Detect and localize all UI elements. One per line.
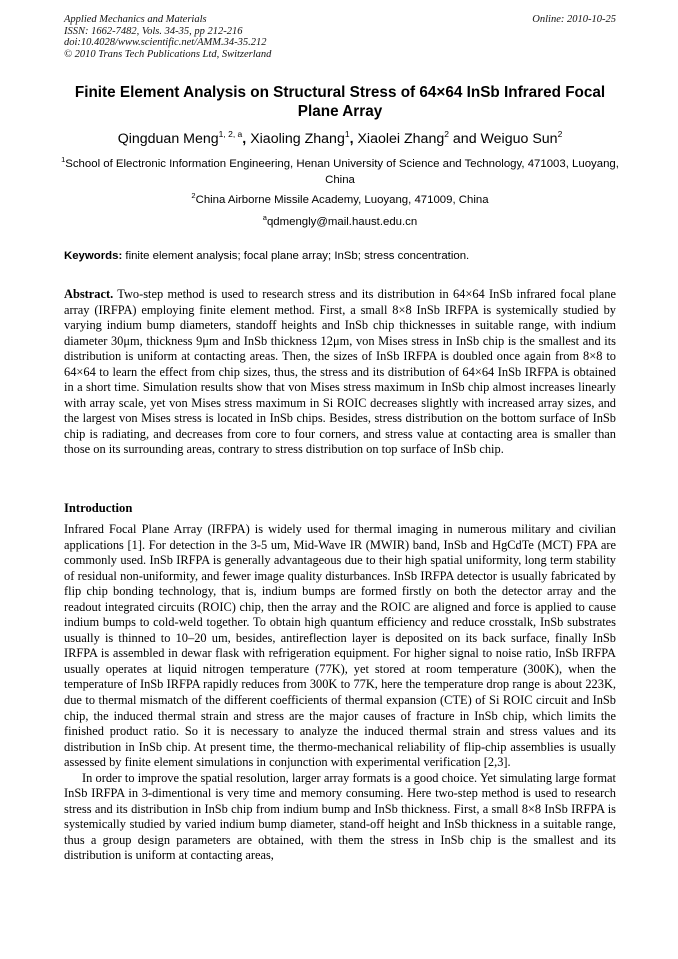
author-separator: and <box>448 131 481 147</box>
affiliation-superscript: 2 <box>191 191 196 200</box>
affiliation-text: China Airborne Missile Academy, Luoyang, 471009, China <box>195 194 489 206</box>
paper-title: Finite Element Analysis on Structural Stress of 64×64 InSb Infrared Focal Plane Array <box>74 84 606 120</box>
author-list <box>60 130 620 148</box>
paragraph: Infrared Focal Plane Array (IRFPA) is widely used for thermal imaging in numerous military and civilian applications [1]. For detection in the 3-5 um, Mid-Wave IR (MWIR) band, InSb and HgCdTe (MCT) FPA are commonly used. InSb IRFPA is generally advantageous due to their high spatial uniformity, long term stability of residual non-uniformity, and fewer image quality disturbances. InSb IRFPA detector is usually fabricated by flip chip bonding technology, that is, indium bumps are formed firstly on both the detector array and the readout integrated circuits (ROIC) chip, then the array and the ROIC are aligned and force is applied to cause indium bumps to cold-weld together. To obtain high quantum efficiency and reduce crosstalk, InSb substrates usually is thinned to 10–20 um, besides, antireflection layer is deposited on its back surface, finally InSb IRFPA is assembled in dewar flask with refrigeration equipment. For higher signal to noise ratio, InSb IRFPA usually operates at liquid nitrogen temperature (77K), yet stored at room temperature (300K), when the temperature of InSb IRFPA rapidly reduces from 300K to 77K, here the temperature drop range is about 223K, due to thermal mismatch of the different coefficients of thermal expansion (CTE) of Si ROIC circuit and InSb chip, the induced thermal strain and stress are the major causes of fracture in InSb chip, which limits the finished product ratio. So it is necessary to analyze the induced thermal strain and stress values and its distribution in InSb chip. At present time, the thermo-mechanical reliability of flip-chip assemblies is usually assessed by finite element simulations in conjunction with experimental verification [2,3]. <box>64 522 616 770</box>
issn-line: ISSN: 1662-7482, Vols. 34-35, pp 212-216 <box>64 25 243 37</box>
keywords <box>64 248 616 264</box>
author-superscript: 1 <box>344 129 350 139</box>
section-heading: Introduction <box>64 501 133 515</box>
email-superscript: a <box>262 213 267 222</box>
copyright-line: © 2010 Trans Tech Publications Ltd, Switzerland <box>64 48 272 60</box>
corresponding-email <box>60 214 620 230</box>
affiliation-superscript: 1 <box>61 155 66 164</box>
author-separator: , <box>242 131 251 147</box>
author-name: Weiguo Sun <box>480 131 558 147</box>
author-separator: , <box>349 131 358 147</box>
affiliation-text: School of Electronic Information Engineering, Henan University of Science and Technology, 471003, Luoyang, China <box>65 158 619 186</box>
affiliation-2 <box>60 192 620 208</box>
author-superscript: 1, 2, a <box>218 129 243 139</box>
abstract-label: Abstract. <box>64 287 114 301</box>
keywords-label: Keywords: <box>64 250 123 262</box>
paragraph: In order to improve the spatial resolution, larger array formats is a good choice. Yet simulating large format InSb IRFPA in 3-dimentional is very time and memory consuming. Here two-step method is used to research stress and its distribution in InSb chip from indium bump and InSb thickness. First, a small 8×8 InSb IRFPA is systemically studied by varied indium bump diameter, stand-off height and InSb thickness in a suitable range, thus a group design parameters are obtained, with them the stress in InSb chip is the smallest and its distribution is uniform at contacting areas, <box>64 770 616 863</box>
doi-line: doi:10.4028/www.scientific.net/AMM.34-35.212 <box>64 37 267 49</box>
abstract <box>64 287 616 458</box>
author-name: Qingduan Meng <box>117 131 219 147</box>
introduction-body <box>64 522 616 864</box>
email-text: qdmengly@mail.haust.edu.cn <box>266 216 418 228</box>
author-superscript: 2 <box>444 129 449 139</box>
affiliation-1 <box>60 156 620 188</box>
journal-name: Applied Mechanics and Materials <box>64 14 207 25</box>
author-superscript: 2 <box>557 129 563 139</box>
online-date: Online: 2010-10-25 <box>532 14 616 25</box>
keywords-text: finite element analysis; focal plane array; InSb; stress concentration. <box>122 250 470 262</box>
author-name: Xiaolei Zhang <box>357 131 445 147</box>
journal-header <box>64 14 616 60</box>
author-name: Xiaoling Zhang <box>250 131 345 147</box>
abstract-text: Two-step method is used to research stress and its distribution in 64×64 InSb infrared focal plane array (IRFPA) employing finite element method. First, a small 8×8 InSb IRFPA is systemically studied by varying indium bump diameters, standoff heights and InSb chip thicknesses in suitable range, with indium diameter 30μm, thickness 9μm and InSb thickness 12μm, von Mises stress in InSb chip is the smallest and its distribution is uniform at contacting areas. Then, the sizes of InSb IRFPA is doubled once again from 8×8 to 64×64 to learn the effect from chip sizes, thus, the stress and its distribution of 64×64 InSb IRFPA is obtained in a short time. Simulation results show that von Mises stress maximum in InSb chip almost increases linearly with array scale, yet von Mises stress maximum in Si ROIC decreases slightly with increased array sizes, and the largest von Mises stress is located in InSb chips. Besides, stress distribution on the bottom surface of InSb chip is radiating, and decreases from core to four corners, and stress value at contacting area is smaller than those on its surrounding areas, contrary to stress distribution on top surface of InSb chip. <box>64 287 616 457</box>
